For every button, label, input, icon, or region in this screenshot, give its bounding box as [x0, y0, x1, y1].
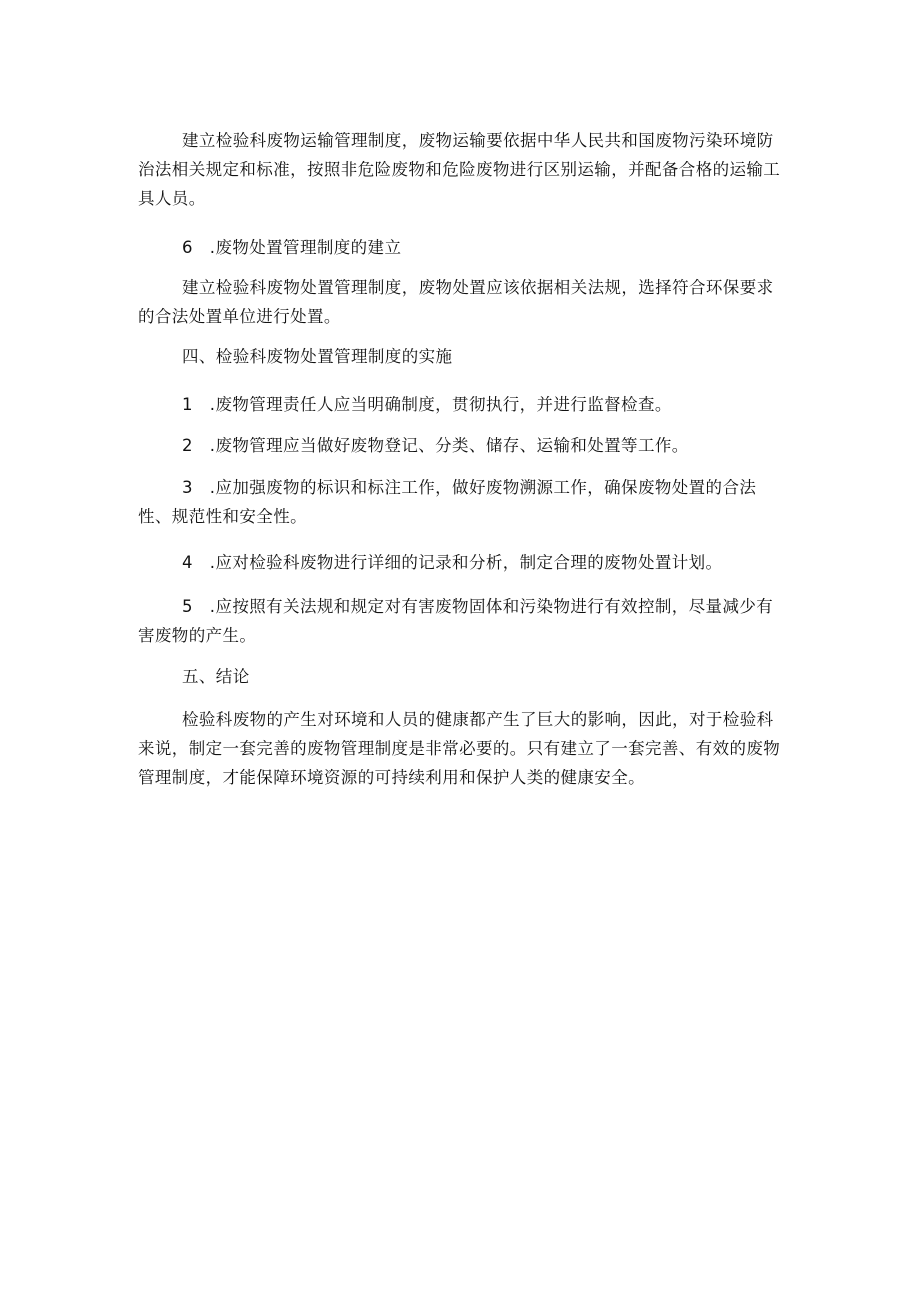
list-item-2: 2 .废物管理应当做好废物登记、分类、储存、运输和处置等工作。 — [182, 436, 689, 455]
paragraph-waste-transport: 建立检验科废物运输管理制度，废物运输要依据中华人民共和国废物污染环境防治法相关规定和标准，按照非危险废物和危险废物进行区别运输，并配备合格的运输工具人员。 — [138, 131, 781, 208]
section-heading-6: 6 .废物处置管理制度的建立 — [182, 238, 402, 257]
paragraph-waste-disposal: 建立检验科废物处置管理制度，废物处置应该依据相关法规，选择符合环保要求的合法处置单位进行处置。 — [138, 278, 774, 326]
list-item-4: 4 .应对检验科废物进行详细的记录和分析，制定合理的废物处置计划。 — [182, 553, 723, 572]
section-heading-5: 五、结论 — [182, 667, 250, 686]
list-item-1: 1 .废物管理责任人应当明确制度，贯彻执行，并进行监督检查。 — [182, 395, 672, 414]
paragraph-conclusion: 检验科废物的产生对环境和人员的健康都产生了巨大的影响，因此，对于检验科来说，制定一套完善的废物管理制度是非常必要的。只有建立了一套完善、有效的废物管理制度，才能保障环境资源的可持续利用和保护人类的健康安全。 — [138, 710, 781, 787]
list-item-3: 3 .应加强废物的标识和标注工作，做好废物溯源工作，确保废物处置的合法性、规范性和安全性。 — [138, 478, 757, 526]
list-item-5: 5 .应按照有关法规和规定对有害废物固体和污染物进行有效控制，尽量减少有害废物的产生。 — [138, 597, 774, 645]
section-heading-4: 四、检验科废物处置管理制度的实施 — [182, 347, 453, 366]
